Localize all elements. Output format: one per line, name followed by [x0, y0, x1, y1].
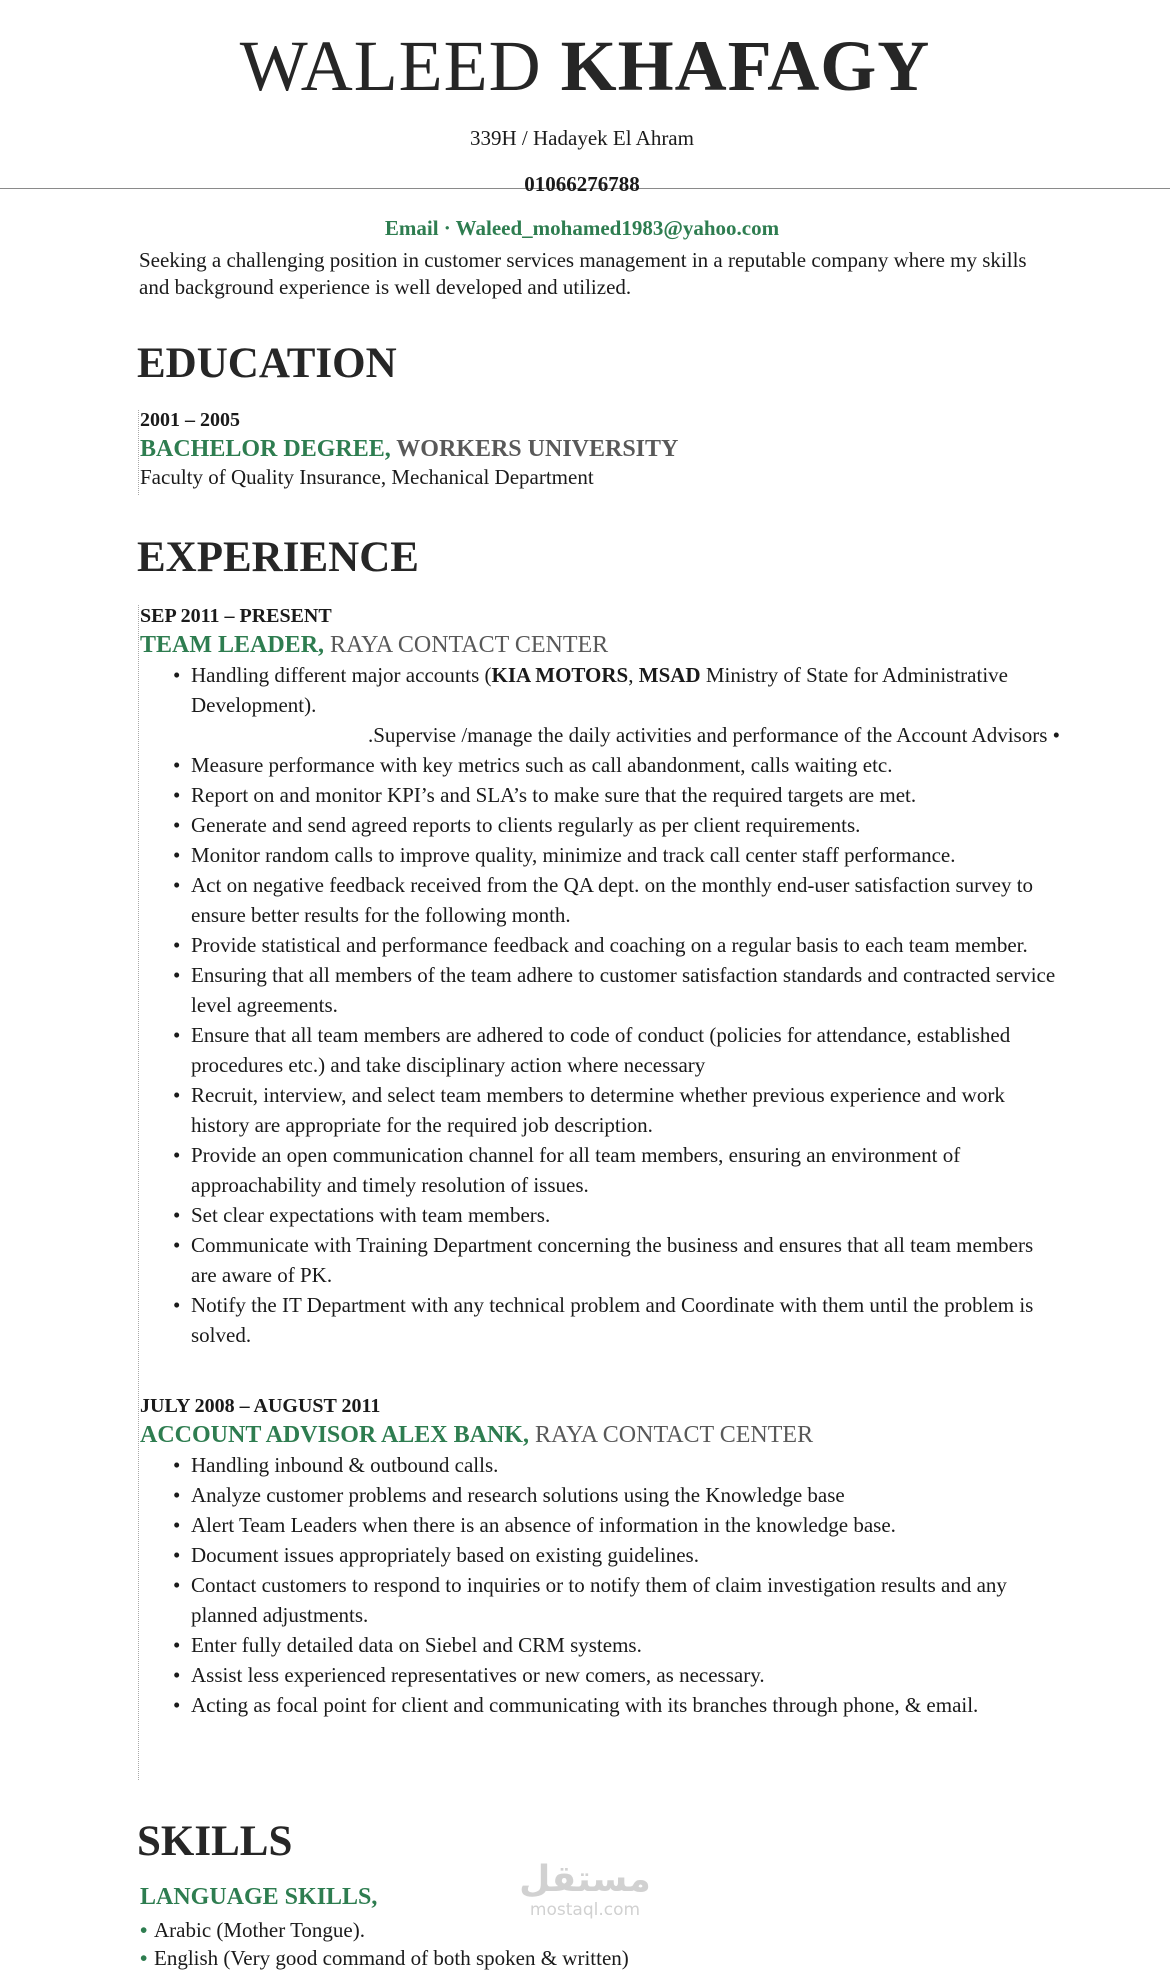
list-item: • Provide an open communication channel for all team members, ensuring an environment of approachability and timely resolution of issues.	[173, 1143, 961, 1197]
list-item: • Analyze customer problems and research solutions using the Knowledge base	[173, 1483, 845, 1507]
list-item: • Generate and send agreed reports to clients regularly as per client requirements.	[173, 813, 861, 837]
job-role: ACCOUNT ADVISOR ALEX BANK,	[140, 1422, 529, 1448]
list-item: • Assist less experienced representatives or new comers, as necessary.	[173, 1663, 765, 1687]
list-item: • Monitor random calls to improve quality, minimize and track call center staff performance.	[173, 843, 956, 867]
experience-rule	[138, 605, 139, 1780]
list-item: • Arabic (Mother Tongue).	[140, 1918, 365, 1942]
watermark-latin: mostaql.com	[529, 1900, 641, 1920]
job-bullets-rest	[140, 750, 1060, 1350]
list-item: • English (Very good command of both spoken & written)	[140, 1946, 629, 1970]
summary: Seeking a challenging position in customer services management in a reputable company where my skills and background experience is well developed and utilized.	[139, 248, 1027, 299]
education-detail: Faculty of Quality Insurance, Mechanical Department	[140, 465, 594, 489]
list-item: • Act on negative feedback received from the QA dept. on the monthly end-user satisfaction survey to ensure better results for the following month.	[173, 873, 1034, 927]
job-date: JULY 2008 – AUGUST 2011	[140, 1395, 381, 1417]
list-item: • Set clear expectations with team members.	[173, 1203, 551, 1227]
job-title-line	[140, 630, 1060, 660]
list-item: • Measure performance with key metrics such as call abandonment, calls waiting etc.	[173, 753, 893, 777]
language-list	[140, 1916, 1040, 1972]
account-kia: KIA MOTORS	[491, 663, 629, 687]
list-item: • Recruit, interview, and select team members to determine whether previous experience and work history are appropriate for the required job description.	[173, 1083, 1005, 1137]
education-degree-line	[140, 434, 1060, 464]
language-skills-heading: LANGUAGE SKILLS,	[140, 1884, 378, 1910]
job-role: TEAM LEADER,	[140, 632, 325, 658]
last-name: KHAFAGY	[560, 26, 931, 106]
watermark-logo	[510, 1860, 660, 1920]
list-item: • Document issues appropriately based on existing guidelines.	[173, 1543, 699, 1567]
job-bullets	[140, 660, 1060, 720]
list-item: • Handling inbound & outbound calls.	[173, 1453, 499, 1477]
degree: BACHELOR DEGREE,	[140, 436, 391, 462]
first-name: WALEED	[239, 26, 542, 106]
candidate-name	[0, 24, 1170, 108]
job-entry	[140, 1393, 1060, 1720]
list-item: • Acting as focal point for client and communicating with its branches through phone, & email.	[173, 1693, 979, 1717]
account-msad: MSAD	[638, 663, 701, 687]
education-title: EDUCATION	[137, 340, 397, 387]
job-title-line	[140, 1420, 1060, 1450]
phone-number: 01066276788	[524, 172, 640, 196]
list-item: • Provide statistical and performance feedback and coaching on a regular basis to each team member.	[173, 933, 1028, 957]
list-item: • Contact customers to respond to inquiries or to notify them of claim investigation results and any planned adjustments.	[173, 1573, 1007, 1627]
skills-title: SKILLS	[137, 1818, 293, 1865]
list-item: • Report on and monitor KPI’s and SLA’s to make sure that the required targets are met.	[173, 783, 917, 807]
education-rule	[138, 410, 139, 495]
education-date: 2001 – 2005	[140, 409, 240, 431]
education-entry	[140, 407, 1060, 491]
school: WORKERS UNIVERSITY	[396, 436, 679, 462]
list-item: • Ensure that all team members are adhered to code of conduct (policies for attendance, established procedures etc.) and take disciplinary action where necessary	[173, 1023, 1011, 1077]
email-link[interactable]: Email · Waleed_mohamed1983@yahoo.com	[384, 216, 780, 240]
list-item: • Handling different major accounts (KIA MOTORS, MSAD Ministry of State for Administrative Development).	[173, 663, 1008, 717]
list-item: • Alert Team Leaders when there is an absence of information in the knowledge base.	[173, 1513, 896, 1537]
experience-title: EXPERIENCE	[137, 534, 419, 581]
watermark-arabic: مستقل	[519, 1859, 651, 1900]
job-entry	[140, 603, 1060, 1350]
list-item-rtl: .Supervise /manage the daily activities and performance of the Account Advisors •	[368, 723, 1060, 747]
list-item: • Notify the IT Department with any technical problem and Coordinate with them until the problem is solved.	[173, 1293, 1034, 1347]
job-company: RAYA CONTACT CENTER	[330, 632, 609, 658]
list-item: • Ensuring that all members of the team adhere to customer satisfaction standards and contracted service level agreements.	[173, 963, 1056, 1017]
list-item: • Communicate with Training Department concerning the business and ensures that all team members are aware of PK.	[173, 1233, 1034, 1287]
list-item: • Enter fully detailed data on Siebel and CRM systems.	[173, 1633, 642, 1657]
job-bullets	[140, 1450, 1060, 1720]
job-date: SEP 2011 – PRESENT	[140, 605, 332, 627]
job-company: RAYA CONTACT CENTER	[534, 1422, 814, 1448]
address: 339H / Hadayek El Ahram	[470, 126, 694, 150]
